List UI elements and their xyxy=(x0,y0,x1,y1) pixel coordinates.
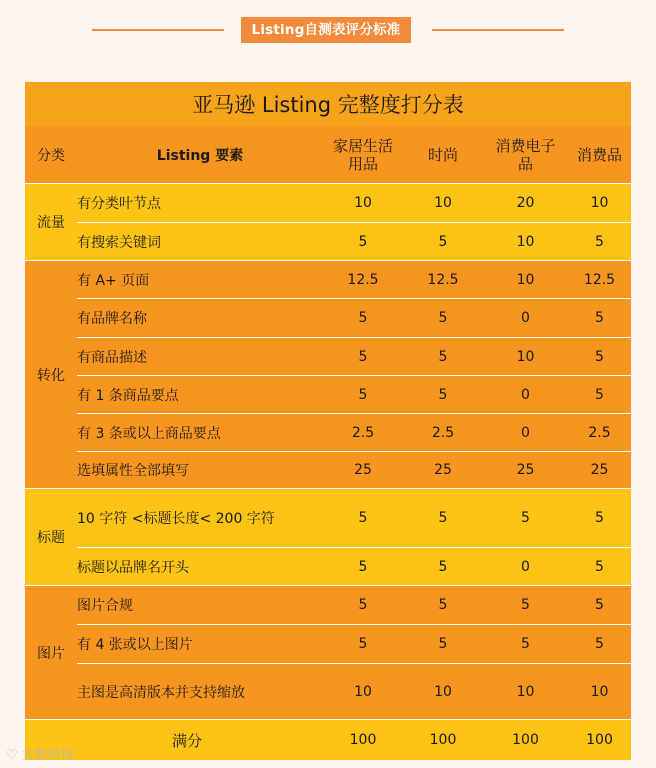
cell-home: 5 xyxy=(358,510,368,526)
row-label: 有 3 条或以上商品要点 xyxy=(77,425,221,442)
cell-consumer: 5 xyxy=(595,233,604,250)
cell-consumer: 25 xyxy=(590,462,609,478)
group-label: 图片 xyxy=(37,645,65,662)
cell-consumer: 5 xyxy=(595,348,604,365)
watermark-logo-icon: ♡ xyxy=(6,748,18,763)
total-fashion: 100 xyxy=(429,732,457,748)
header-consumer: 消费品 xyxy=(576,145,622,164)
cell-fashion: 5 xyxy=(438,558,448,575)
group-title xyxy=(25,489,631,585)
group-images xyxy=(25,586,631,719)
cell-home: 5 xyxy=(358,597,368,613)
watermark-text: 大数跨境 xyxy=(21,748,74,763)
watermark xyxy=(6,744,74,763)
cell-electronics: 5 xyxy=(521,636,530,652)
cell-electronics: 10 xyxy=(516,348,535,365)
table-header-row xyxy=(25,126,631,183)
cell-home: 25 xyxy=(354,462,372,478)
cell-fashion: 12.5 xyxy=(427,271,459,288)
row-label: 有 A+ 页面 xyxy=(77,272,150,289)
cell-home: 5 xyxy=(358,310,368,326)
header-right-rule xyxy=(432,29,564,31)
row-label: 10 字符 <标题长度< 200 字符 xyxy=(77,511,275,527)
total-consumer: 100 xyxy=(586,732,613,748)
group-traffic xyxy=(25,184,631,260)
cell-home: 12.5 xyxy=(347,271,379,288)
total-home: 100 xyxy=(349,732,377,748)
total-label: 满分 xyxy=(171,731,202,750)
cell-consumer: 5 xyxy=(595,310,604,326)
cell-consumer: 5 xyxy=(595,386,604,403)
cell-fashion: 5 xyxy=(438,348,448,365)
cell-electronics: 5 xyxy=(521,597,530,613)
header-category: 分类 xyxy=(37,147,65,164)
cell-fashion: 5 xyxy=(438,636,448,652)
cell-consumer: 5 xyxy=(595,597,604,613)
cell-electronics: 25 xyxy=(516,462,535,478)
header-electronics: 消费电子品 xyxy=(495,136,556,173)
header-left-rule xyxy=(92,29,224,31)
cell-home: 5 xyxy=(358,386,368,403)
group-label: 标题 xyxy=(37,530,65,546)
score-table xyxy=(25,82,631,750)
cell-electronics: 0 xyxy=(521,386,530,403)
cell-consumer: 5 xyxy=(595,510,604,526)
cell-fashion: 5 xyxy=(438,233,448,250)
cell-fashion: 10 xyxy=(434,683,452,700)
cell-electronics: 0 xyxy=(521,558,530,575)
cell-fashion: 2.5 xyxy=(431,424,455,441)
cell-electronics: 10 xyxy=(516,233,535,250)
table-title: 亚马逊 Listing 完整度打分表 xyxy=(25,82,631,127)
header-element: Listing 要素 xyxy=(156,147,244,164)
row-label: 图片合规 xyxy=(77,598,133,614)
row-label: 有 4 张或以上图片 xyxy=(77,637,193,653)
cell-fashion: 5 xyxy=(438,510,448,526)
cell-electronics: 20 xyxy=(516,195,535,211)
cell-fashion: 10 xyxy=(434,195,452,211)
cell-fashion: 5 xyxy=(438,310,448,326)
cell-home: 10 xyxy=(354,683,372,700)
cell-fashion: 5 xyxy=(438,597,448,613)
row-label: 有商品描述 xyxy=(77,349,147,366)
header-fashion: 时尚 xyxy=(427,145,458,164)
row-label: 选填属性全部填写 xyxy=(77,463,189,479)
row-label: 有 1 条商品要点 xyxy=(77,387,179,404)
cell-electronics: 0 xyxy=(521,310,530,326)
cell-electronics: 10 xyxy=(516,271,535,288)
row-label: 标题以品牌名开头 xyxy=(77,559,189,576)
row-label: 有分类叶节点 xyxy=(77,196,161,212)
cell-consumer: 10 xyxy=(590,683,609,700)
cell-consumer: 2.5 xyxy=(588,424,611,441)
cell-electronics: 5 xyxy=(521,510,530,526)
header-home: 家居生活用品 xyxy=(332,136,393,173)
cell-home: 2.5 xyxy=(351,424,375,441)
cell-home: 5 xyxy=(358,348,368,365)
row-label: 主图是高清版本并支持缩放 xyxy=(77,684,245,701)
cell-home: 5 xyxy=(358,233,368,250)
cell-consumer: 5 xyxy=(595,636,604,652)
cell-home: 5 xyxy=(358,558,368,575)
cell-electronics: 0 xyxy=(521,424,530,441)
total-row xyxy=(25,720,631,760)
cell-electronics: 10 xyxy=(516,683,535,700)
header-badge: Listing自测表评分标准 xyxy=(241,17,411,43)
cell-home: 10 xyxy=(354,195,372,211)
row-label: 有搜索关键词 xyxy=(77,234,161,251)
cell-fashion: 5 xyxy=(438,386,448,403)
group-label: 转化 xyxy=(37,367,65,384)
cell-consumer: 12.5 xyxy=(583,271,616,288)
cell-home: 5 xyxy=(358,636,368,652)
cell-consumer: 5 xyxy=(595,558,604,575)
cell-consumer: 10 xyxy=(590,195,609,211)
group-label: 流量 xyxy=(37,215,65,231)
row-label: 有品牌名称 xyxy=(77,311,147,327)
cell-fashion: 25 xyxy=(434,462,452,478)
group-conversion xyxy=(25,261,631,488)
total-electronics: 100 xyxy=(512,732,539,748)
